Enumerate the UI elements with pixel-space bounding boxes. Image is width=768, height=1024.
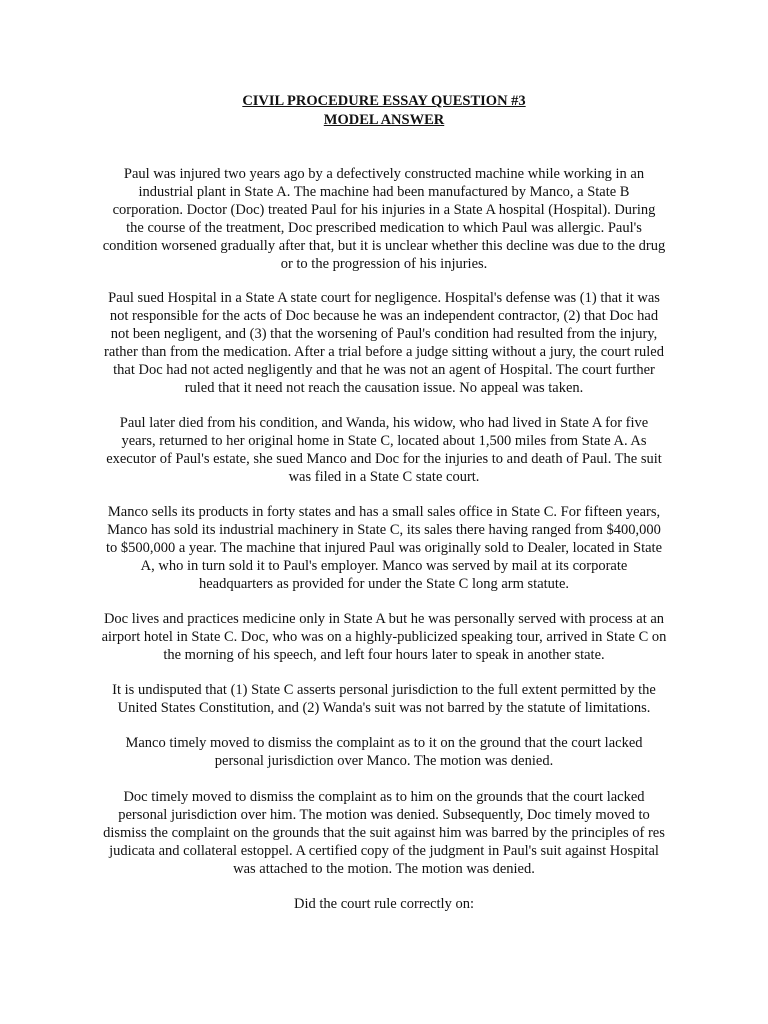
paragraph-line: executor of Paul's estate, she sued Manco and Doc for the injuries to and death of Paul. The suit <box>106 451 662 467</box>
paragraph-line: dismiss the complaint on the grounds that the suit against him was barred by the principles of res <box>103 825 665 841</box>
paragraph-line: Did the court rule correctly on: <box>294 896 474 912</box>
paragraph-line: that Doc had not acted negligently and that he was not an agent of Hospital. The court further <box>113 362 655 378</box>
paragraph-line: not responsible for the acts of Doc because he was an independent contractor, (2) that Doc had <box>109 308 659 324</box>
paragraph-line: Manco sells its products in forty states and has a small sales office in State C. For fifteen years, <box>107 504 661 520</box>
paragraph-line: years, returned to her original home in State C, located about 1,500 miles from State A. As <box>121 433 647 449</box>
paragraph-line: industrial plant in State A. The machine had been manufactured by Manco, a State B <box>138 184 630 200</box>
paragraph-line: or to the progression of his injuries. <box>280 256 488 272</box>
paragraph-line: Manco timely moved to dismiss the complaint as to it on the ground that the court lacked <box>125 735 643 751</box>
paragraph-line: Manco has sold its industrial machinery in State C, its sales there having ranged from $400,000 <box>107 522 661 538</box>
paragraph-line: Doc timely moved to dismiss the complaint as to him on the grounds that the court lacked <box>123 789 645 805</box>
paragraph-line: condition worsened gradually after that, but it is unclear whether this decline was due to the drug <box>102 238 666 254</box>
paragraph-line: the morning of his speech, and left four hours later to speak in another state. <box>163 647 605 663</box>
paragraph-line: corporation. Doctor (Doc) treated Paul for his injuries in a State A hospital (Hospital). During <box>112 202 656 218</box>
paragraph-line: United States Constitution, and (2) Wanda's suit was not barred by the statute of limitations. <box>117 700 651 716</box>
title-line-2 <box>0 111 768 129</box>
paragraph-line: not been negligent, and (3) that the worsening of Paul's condition had resulted from the injury, <box>110 326 658 342</box>
paragraph-line: to $500,000 a year. The machine that injured Paul was originally sold to Dealer, located in State <box>105 540 663 556</box>
paragraph-line: A, who in turn sold it to Paul's employer. Manco was served by mail at its corporate <box>140 558 628 574</box>
title-text-2: MODEL ANSWER <box>323 112 445 128</box>
paragraph-line: the course of the treatment, Doc prescribed medication to which Paul was allergic. Paul's <box>126 220 642 236</box>
paragraph-line: Paul was injured two years ago by a defectively constructed machine while working in an <box>123 166 645 182</box>
title-text-1: CIVIL PROCEDURE ESSAY QUESTION #3 <box>242 93 526 109</box>
paragraph-line: was filed in a State C state court. <box>288 469 480 485</box>
paragraph-line: personal jurisdiction over Manco. The motion was denied. <box>214 753 554 769</box>
paragraph-line: personal jurisdiction over him. The motion was denied. Subsequently, Doc timely moved to <box>118 807 650 823</box>
paragraph-line: rather than from the medication. After a trial before a judge sitting without a jury, the court ruled <box>104 344 664 360</box>
paragraph-line: airport hotel in State C. Doc, who was on a highly-publicized speaking tour, arrived in State C on <box>101 629 667 645</box>
paragraph-line: Doc lives and practices medicine only in State A but he was personally served with process at an <box>103 611 665 627</box>
paragraph-line: ruled that it need not reach the causation issue. No appeal was taken. <box>184 380 584 396</box>
paragraph-line: Paul sued Hospital in a State A state court for negligence. Hospital's defense was (1) that it was <box>108 290 660 306</box>
title-line-1 <box>0 92 768 110</box>
paragraph-line: headquarters as provided for under the State C long arm statute. <box>198 576 570 592</box>
paragraph-line: judicata and collateral estoppel. A certified copy of the judgment in Paul's suit against Hospital <box>109 843 659 859</box>
paragraph-line: was attached to the motion. The motion was denied. <box>233 861 535 877</box>
paragraph-line: It is undisputed that (1) State C asserts personal jurisdiction to the full extent permitted by the <box>112 682 656 698</box>
paragraph-line: Paul later died from his condition, and Wanda, his widow, who had lived in State A for five <box>119 415 649 431</box>
